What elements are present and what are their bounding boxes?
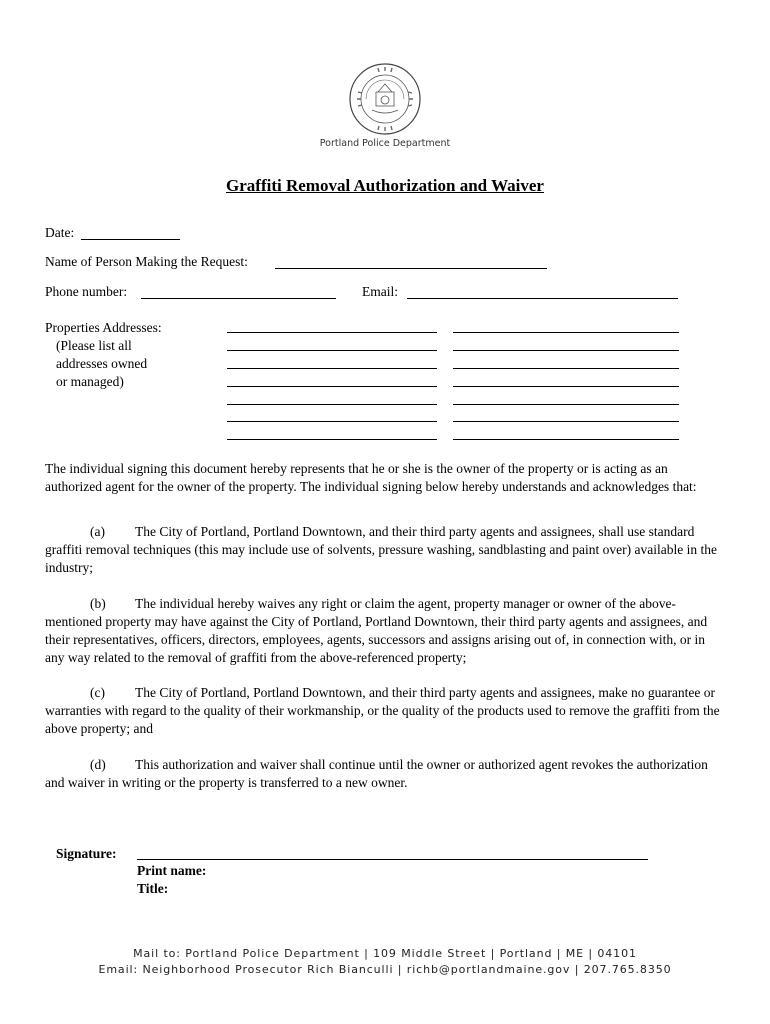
clause-d xyxy=(45,756,725,792)
addresses-label-line: (Please list all xyxy=(56,338,132,353)
address-field[interactable] xyxy=(227,368,437,369)
clause-a xyxy=(45,523,725,577)
email-row xyxy=(362,284,398,300)
footer-mail: Mail to: Portland Police Department | 109 Middle Street | Portland | ME | 04101 xyxy=(133,947,637,960)
title-label: Title: xyxy=(137,881,169,896)
addresses-label-line: addresses owned xyxy=(56,356,148,371)
seal-icon xyxy=(348,62,422,136)
address-field[interactable] xyxy=(227,386,437,387)
phone-row xyxy=(45,284,127,300)
clause-label: (a) xyxy=(90,524,105,539)
signature-label: Signature: xyxy=(56,846,117,861)
page-title: Graffiti Removal Authorization and Waiver xyxy=(226,176,544,195)
name-field[interactable] xyxy=(275,268,547,269)
city-seal-logo xyxy=(348,62,422,136)
clause-b xyxy=(45,595,725,667)
print-name-label: Print name: xyxy=(137,863,207,878)
addresses-label-line: or managed) xyxy=(56,374,124,389)
address-field[interactable] xyxy=(453,439,679,440)
clause-label: (b) xyxy=(90,596,106,611)
clause-text: The City of Portland, Portland Downtown, and their third party agents and assignees, make no guarantee or warranties with regard to the quality of their workmanship, or the quality of the products used to remove the graffiti from the above property; and xyxy=(45,685,720,736)
address-field[interactable] xyxy=(453,386,679,387)
clause-label: (c) xyxy=(90,685,105,700)
address-field[interactable] xyxy=(227,350,437,351)
date-row xyxy=(45,225,74,241)
address-field[interactable] xyxy=(453,368,679,369)
clause-text: The individual hereby waives any right or claim the agent, property manager or owner of the above-mentioned property may have against the City of Portland, Portland Downtown, their third party agents and assignees, and their representatives, officers, directors, employees, agents, successors and assigns arising out of, in connection with, or in any way related to the removal of graffiti from the above-referenced property; xyxy=(45,596,708,665)
clause-c xyxy=(45,684,725,738)
signature-field[interactable] xyxy=(137,859,648,860)
addresses-label xyxy=(45,319,162,391)
clause-label: (d) xyxy=(90,757,106,772)
date-field[interactable] xyxy=(81,239,180,240)
name-row xyxy=(45,254,248,270)
clause-text: The City of Portland, Portland Downtown, and their third party agents and assignees, shall use standard graffiti removal techniques (this may include use of solvents, pressure washing, sandblasting and paint over) available in the industry; xyxy=(45,524,717,575)
date-label: Date: xyxy=(45,225,75,240)
address-field[interactable] xyxy=(227,404,437,405)
address-field[interactable] xyxy=(453,404,679,405)
address-field[interactable] xyxy=(227,439,437,440)
address-field[interactable] xyxy=(453,421,679,422)
phone-label: Phone number: xyxy=(45,284,128,299)
address-field[interactable] xyxy=(227,332,437,333)
footer-email: Email: Neighborhood Prosecutor Rich Bianculli | richb@portlandmaine.gov | 207.765.8350 xyxy=(98,963,672,976)
address-field[interactable] xyxy=(227,421,437,422)
email-label: Email: xyxy=(362,284,398,299)
department-name: Portland Police Department xyxy=(319,138,451,149)
intro-paragraph: The individual signing this document hereby represents that he or she is the owner of the property or is acting as an authorized agent for the owner of the property. The individual signing below hereby understands and acknowledges that: xyxy=(45,461,697,494)
address-field[interactable] xyxy=(453,332,679,333)
email-field[interactable] xyxy=(407,298,678,299)
phone-field[interactable] xyxy=(141,298,336,299)
clause-text: This authorization and waiver shall continue until the owner or authorized agent revokes the authorization and waiver in writing or the property is transferred to a new owner. xyxy=(45,757,708,790)
addresses-label-line: Properties Addresses: xyxy=(45,320,162,335)
name-label: Name of Person Making the Request: xyxy=(45,254,248,269)
address-field[interactable] xyxy=(453,350,679,351)
